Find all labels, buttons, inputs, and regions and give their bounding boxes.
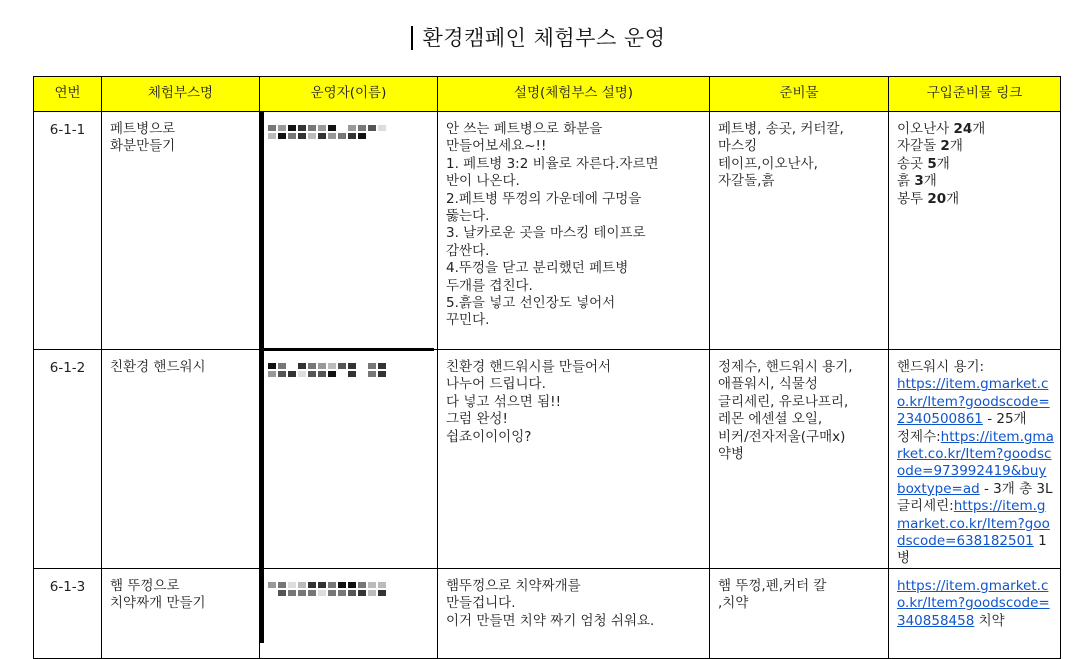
mosaic-block	[318, 125, 326, 131]
gmarket-link[interactable]: https://item.gmarket.co.kr/Item?goodscode=340858458	[897, 577, 1050, 629]
purchase-item-line: 자갈돌 2개	[897, 138, 963, 155]
mosaic-block	[308, 582, 316, 588]
mosaic-block	[308, 125, 316, 131]
booth-name-cell[interactable]: 친환경 핸드워시	[102, 350, 260, 569]
thick-row-border	[264, 348, 434, 351]
mosaic-block	[278, 590, 286, 596]
mosaic-block	[278, 363, 286, 369]
mosaic-block	[358, 133, 366, 139]
mosaic-block	[338, 363, 346, 369]
mosaic-block	[348, 371, 356, 377]
mosaic-block	[278, 371, 286, 377]
header-row	[34, 77, 1061, 112]
purchase-links-cell[interactable]	[889, 350, 1061, 569]
mosaic-block	[278, 582, 286, 588]
row-number[interactable]: 6-1-1	[34, 112, 102, 350]
mosaic-block	[328, 371, 336, 377]
mosaic-block	[278, 133, 286, 139]
mosaic-block	[348, 363, 356, 369]
description-cell[interactable]: 햄뚜껑으로 치약짜개를 만들겁니다. 이거 만들면 치약 짜기 엄청 쉬워요.	[438, 568, 710, 658]
booth-name-cell[interactable]: 햄 뚜껑으로 치약짜개 만들기	[102, 568, 260, 658]
redacted-operator-name	[268, 125, 386, 139]
link-prefix: 글리세린:	[897, 498, 954, 515]
thick-column-border	[260, 111, 264, 643]
mosaic-block	[288, 590, 296, 596]
mosaic-block	[348, 125, 356, 131]
mosaic-block	[348, 133, 356, 139]
mosaic-block	[338, 582, 346, 588]
operator-name-cell[interactable]	[260, 350, 438, 569]
mosaic-block	[378, 133, 386, 139]
header-cell-number[interactable]: 연번	[34, 77, 102, 112]
mosaic-block	[378, 590, 386, 596]
link-suffix: - 25개	[982, 411, 1027, 428]
header-cell-booth-name[interactable]: 체험부스명	[102, 77, 260, 112]
mosaic-block	[378, 371, 386, 377]
mosaic-block	[328, 582, 336, 588]
purchase-item-line: 봉투 20개	[897, 190, 960, 207]
table-row	[34, 568, 1061, 658]
link-suffix: 치약	[974, 612, 1005, 629]
mosaic-block	[358, 582, 366, 588]
header-cell-description[interactable]: 설명(체험부스 설명)	[438, 77, 710, 112]
mosaic-block	[288, 582, 296, 588]
link-prefix: 정제수:	[897, 428, 941, 445]
purchase-links-cell[interactable]	[889, 568, 1061, 658]
table-row	[34, 350, 1061, 569]
mosaic-block	[368, 125, 376, 131]
mosaic-block	[268, 371, 276, 377]
mosaic-block	[308, 363, 316, 369]
mosaic-block	[268, 582, 276, 588]
gmarket-link[interactable]: https://item.gmarket.co.kr/Item?goodscode=2340500861	[897, 376, 1050, 428]
mosaic-block	[288, 371, 296, 377]
mosaic-block	[368, 371, 376, 377]
row-number[interactable]: 6-1-3	[34, 568, 102, 658]
mosaic-block	[378, 363, 386, 369]
mosaic-block	[308, 371, 316, 377]
purchase-item-line: 송곳 5개	[897, 155, 950, 172]
mosaic-block	[378, 582, 386, 588]
mosaic-block	[328, 125, 336, 131]
gmarket-link[interactable]: https://item.gmarket.co.kr/Item?goodscode=638182501	[897, 498, 1050, 550]
mosaic-block	[268, 125, 276, 131]
redacted-operator-name	[268, 363, 386, 377]
redacted-operator-name	[268, 582, 386, 596]
operator-name-cell[interactable]	[260, 568, 438, 658]
mosaic-block	[318, 133, 326, 139]
supplies-cell[interactable]: 페트병, 송곳, 커터칼, 마스킹 테이프,이오난사, 자갈돌,흙	[710, 112, 889, 350]
mosaic-block	[278, 125, 286, 131]
booth-table	[33, 76, 1061, 659]
document-title: 환경캠페인 체험부스 운영	[422, 26, 666, 50]
mosaic-block	[288, 363, 296, 369]
description-cell[interactable]: 안 쓰는 페트병으로 화분을 만들어보세요~!! 1. 페트병 3:2 비율로 자른다.자르면 반이 나온다. 2.페트병 뚜껑의 가운데에 구멍을 뚫는다. 3. 날카로운 곳을 마스킹 테이프로 감싼다. 4.뚜껑을 닫고 분리했던 페트병 두개를 겹친다. 5.흙을 넣고 선인장도 넣어서 꾸민다.	[438, 112, 710, 350]
mosaic-block	[368, 590, 376, 596]
purchase-item-line: 이오난사 24개	[897, 121, 986, 137]
mosaic-block	[338, 590, 346, 596]
mosaic-block	[328, 363, 336, 369]
mosaic-block	[288, 133, 296, 139]
header-cell-supplies[interactable]: 준비물	[710, 77, 889, 112]
link-suffix: - 3개 총 3L	[979, 480, 1053, 497]
mosaic-block	[318, 582, 326, 588]
mosaic-block	[378, 125, 386, 131]
mosaic-block	[318, 590, 326, 596]
mosaic-block	[328, 590, 336, 596]
mosaic-block	[358, 590, 366, 596]
mosaic-block	[328, 133, 336, 139]
mosaic-block	[358, 125, 366, 131]
mosaic-block	[358, 363, 366, 369]
mosaic-block	[338, 125, 346, 131]
mosaic-block	[348, 582, 356, 588]
supplies-cell[interactable]: 정제수, 핸드워시 용기, 애플워시, 식물성 글리세린, 유로나프리, 레몬 에센셜 오일, 비커/전자저울(구매x) 약병	[710, 350, 889, 569]
mosaic-block	[288, 125, 296, 131]
table-row	[34, 112, 1061, 350]
description-cell[interactable]: 친환경 핸드워시를 만들어서 나누어 드립니다. 다 넣고 섞으면 됨!! 그럼 완성! 쉽죠이이이잉?	[438, 350, 710, 569]
mosaic-block	[298, 582, 306, 588]
supplies-cell[interactable]: 햄 뚜껑,펜,커터 칼 ,치약	[710, 568, 889, 658]
mosaic-block	[318, 371, 326, 377]
mosaic-block	[268, 133, 276, 139]
mosaic-block	[368, 133, 376, 139]
mosaic-block	[368, 582, 376, 588]
mosaic-block	[318, 363, 326, 369]
mosaic-block	[368, 363, 376, 369]
purchase-links-cell[interactable]	[889, 112, 1061, 350]
mosaic-block	[298, 590, 306, 596]
mosaic-block	[268, 590, 276, 596]
operator-name-cell[interactable]	[260, 112, 438, 350]
mosaic-block	[358, 371, 366, 377]
purchase-item-line: 흙 3개	[897, 173, 937, 190]
text-cursor	[411, 26, 413, 50]
link-suffix: 1병	[897, 533, 1047, 567]
mosaic-block	[338, 133, 346, 139]
mosaic-block	[308, 133, 316, 139]
mosaic-block	[298, 363, 306, 369]
gmarket-link[interactable]: https://item.gmarket.co.kr/Item?goodscode=973992419&buyboxtype=ad	[897, 428, 1054, 497]
row-number[interactable]: 6-1-2	[34, 350, 102, 569]
mosaic-block	[268, 363, 276, 369]
booth-name-cell[interactable]: 페트병으로 화분만들기	[102, 112, 260, 350]
mosaic-block	[298, 133, 306, 139]
link-prefix: 핸드워시 용기:	[897, 359, 985, 375]
mosaic-block	[338, 371, 346, 377]
header-cell-purchase-links[interactable]: 구입준비물 링크	[889, 77, 1061, 112]
mosaic-block	[298, 125, 306, 131]
mosaic-block	[308, 590, 316, 596]
header-cell-operator[interactable]: 운영자(이름)	[260, 77, 438, 112]
mosaic-block	[298, 371, 306, 377]
mosaic-block	[348, 590, 356, 596]
